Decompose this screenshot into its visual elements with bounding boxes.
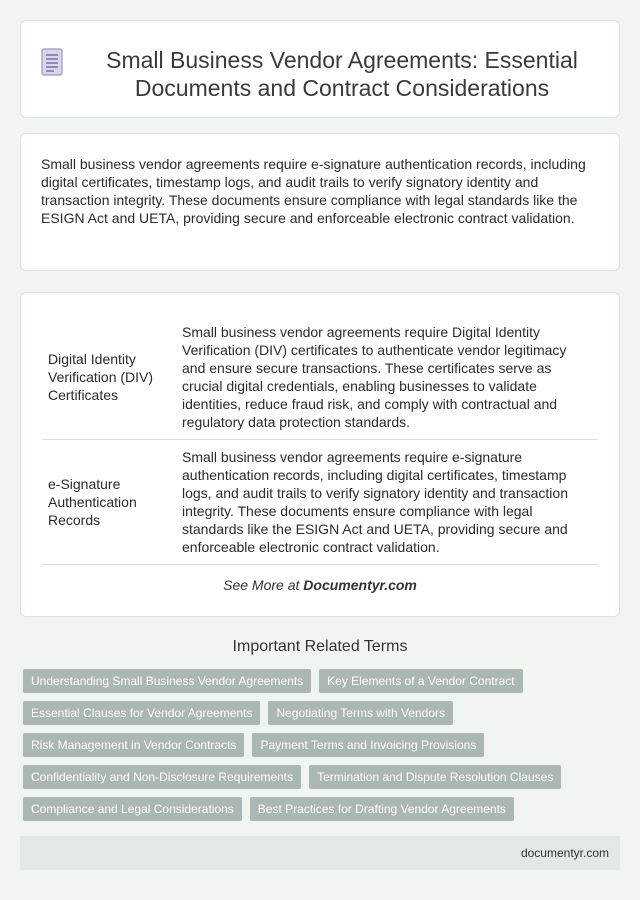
table-row — [42, 315, 598, 440]
terms-table — [42, 315, 598, 565]
term-cell: Digital Identity Verification (DIV) Certificates — [42, 315, 178, 440]
see-more-link[interactable] — [21, 577, 619, 593]
related-tag[interactable]: Termination and Dispute Resolution Clauses — [309, 765, 561, 789]
intro-text: Small business vendor agreements require e-signature authentication records, including digital certificates, timestamp logs, and audit trails to verify signatory identity and transaction integrity. These documents ensure compliance with legal standards like the ESIGN Act and UETA, providing secure and enforceable electronic contract validation. — [41, 156, 586, 226]
see-more-prefix: See More at — [223, 577, 304, 593]
related-tag[interactable]: Essential Clauses for Vendor Agreements — [23, 701, 260, 725]
related-terms-heading: Important Related Terms — [232, 638, 408, 655]
title-card — [20, 20, 620, 118]
related-tag[interactable]: Confidentiality and Non-Disclosure Requirements — [23, 765, 301, 789]
see-more-site: Documentyr.com — [303, 577, 417, 593]
description-cell: Small business vendor agreements require e-signature authentication records, including digital certificates, timestamp logs, and audit trails to verify signatory identity and transaction integrity. These documents ensure compliance with legal standards like the ESIGN Act and UETA, providing secure and enforceable electronic contract validation. — [178, 440, 598, 565]
related-tag[interactable]: Payment Terms and Invoicing Provisions — [252, 733, 484, 757]
footer — [20, 836, 620, 870]
intro-card — [20, 133, 620, 271]
footer-site[interactable]: documentyr.com — [520, 846, 609, 860]
related-tag[interactable]: Best Practices for Drafting Vendor Agreements — [250, 797, 514, 821]
related-terms-tags — [23, 669, 617, 821]
terms-table-card — [20, 292, 620, 617]
related-tag[interactable]: Key Elements of a Vendor Contract — [319, 669, 522, 693]
related-tag[interactable]: Understanding Small Business Vendor Agreements — [23, 669, 311, 693]
document-icon — [41, 48, 63, 76]
page-title: Small Business Vendor Agreements: Essential Documents and Contract Considerations — [106, 47, 578, 101]
description-cell: Small business vendor agreements require Digital Identity Verification (DIV) certificates to authenticate vendor legitimacy and ensure secure transactions. These certificates serve as crucial digital credentials, enabling businesses to validate identities, reduce fraud risk, and comply with contractual and regulatory data protection standards. — [178, 315, 598, 440]
related-tag[interactable]: Risk Management in Vendor Contracts — [23, 733, 244, 757]
term-cell: e-Signature Authentication Records — [42, 440, 178, 565]
related-tag[interactable]: Compliance and Legal Considerations — [23, 797, 242, 821]
table-row — [42, 440, 598, 565]
related-tag[interactable]: Negotiating Terms with Vendors — [268, 701, 453, 725]
